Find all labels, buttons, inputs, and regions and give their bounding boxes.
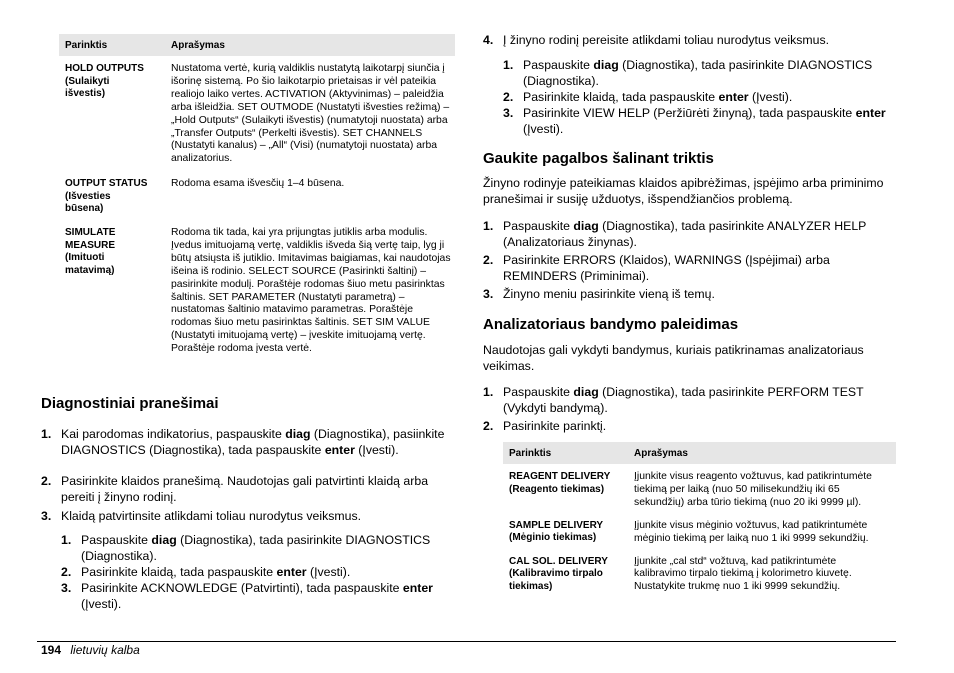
option-name: SIMULATE MEASURE (Imituoti matavimą) bbox=[65, 227, 116, 276]
option-description: Rodoma esama išvesčių 1–4 būsena. bbox=[171, 178, 345, 190]
page-number: 194 bbox=[41, 643, 62, 657]
option-name: SAMPLE DELIVERY (Mėginio tiekimas) bbox=[509, 519, 604, 544]
sub-list-item: 1. Paspauskite diag (Diagnostika), tada pasirinkite DIAGNOSTICS (Diagnostika). bbox=[503, 58, 873, 88]
table-header bbox=[59, 34, 455, 56]
table-header-option: Parinktis bbox=[59, 34, 171, 56]
options-table-left bbox=[59, 34, 455, 356]
table-header bbox=[503, 442, 896, 464]
list-item: 1. Kai parodomas indikatorius, paspauskite diag (Diagnostika), pasiinkite DIAGNOSTICS (Diagnostika), tada paspauskite enter (Įvesti). bbox=[41, 427, 445, 457]
option-description: Įjunkite visus reagento vožtuvus, kad patikrintumėte tiekimą per laiką (nuo 50 milisekundžių iki 65 sekundžių) arba tūrio tiekimą (nuo 20 iki 9999 µl). bbox=[634, 471, 872, 508]
list-item: 1. Paspauskite diag (Diagnostika), tada pasirinkite ANALYZER HELP (Analizatoriaus žinynas). bbox=[483, 219, 867, 249]
options-table-right bbox=[503, 442, 896, 594]
table-row bbox=[59, 166, 455, 216]
section-title-diagnostic-messages: Diagnostiniai pranešimai bbox=[41, 395, 219, 412]
section-title-analyzer-test: Analizatoriaus bandymo paleidimas bbox=[483, 316, 739, 333]
option-name: HOLD OUTPUTS (Sulaikyti išvestis) bbox=[65, 63, 144, 100]
option-name: REAGENT DELIVERY (Reagento tiekimas) bbox=[509, 471, 611, 495]
list-item: 2. Pasirinkite ERRORS (Klaidos), WARNINGS (Įspėjimai) arba REMINDERS (Priminimai). bbox=[483, 253, 830, 283]
table-row bbox=[59, 56, 455, 166]
options-table-right-wrapper bbox=[503, 442, 896, 594]
troubleshoot-intro: Žinyno rodinyje pateikiamas klaidos apibrėžimas, įspėjimo arba priminimo pranešimai ir susiję užduotys, išspendžiančios problemą. bbox=[483, 176, 884, 206]
sub-list-item: 3. Pasirinkite VIEW HELP (Peržiūrėti žinyną), tada paspauskite enter (Įvesti). bbox=[503, 106, 886, 136]
table-row bbox=[503, 464, 896, 510]
option-description: Įjunkite „cal std“ vožtuvą, kad patikrintumėte kalibravimo tirpalo tiekimą į kolorimetro kiuvetę. Nustatykite trukmę nuo 1 iki 9999 sekundžių. bbox=[634, 555, 852, 593]
sub-list-item: 2. Pasirinkite klaidą, tada paspauskite enter (Įvesti). bbox=[61, 565, 351, 579]
table-row bbox=[503, 546, 896, 595]
footer-divider bbox=[37, 641, 896, 642]
table-header-description: Aprašymas bbox=[171, 34, 455, 56]
table-row bbox=[59, 216, 455, 356]
list-item: 3. Klaidą patvirtinsite atlikdami toliau nurodytus veiksmus. bbox=[41, 509, 362, 523]
list-item: 1. Paspauskite diag (Diagnostika), tada pasirinkite PERFORM TEST (Vykdyti bandymą). bbox=[483, 385, 864, 415]
option-description: Rodoma tik tada, kai yra prijungtas jutiklis arba modulis. Įvedus imituojamą vertę, valdiklis išveda šią vertę taip, lyg ji būtų atsiųsta iš jutiklio. Imitavimas baigiamas, kai naudotojas išeina iš rodinio. SELECT SOURCE (Pasirinkti šaltinį) – pasirinkite modulį. Poraštėje rodomas šiuo metu pasirinktas šaltinis. SET PARAMETER (Nustatyti parametrą) – nustatomas šaltinio matavimo parametras. Poraštėje rodomas šiuo metu pasirinktas šaltinis. SET SIM VALUE (Nustatyti imituojamą vertę) – įveskite imituojamą vertę. Poraštėje rodoma įvesta vertė. bbox=[171, 227, 451, 355]
table-header-option: Parinktis bbox=[503, 442, 634, 464]
list-item: 3. Žinyno meniu pasirinkite vieną iš temų. bbox=[483, 287, 715, 301]
page-footer bbox=[41, 643, 140, 657]
table-row bbox=[503, 510, 896, 546]
option-description: Nustatoma vertė, kurią valdiklis nustatytą laikotarpį siunčia į išorinę sistemą. Po šio laikotarpio prietaisas ir vėl pateikia realiojo laiko vertes. ACTIVATION (Aktyvinimas) – paleidžia arba išleidžia. SET OUTMODE (Nustatyti išvesties režimą) – „Hold Outputs“ (Sulaikyti išvestis) (numatytoji nuostata) arba „Transfer Outputs“ (Perkelti išvestis). SET CHANNELS (Nustatyti kanalus) – „All“ (Visi) (numatytoji nuostata) arba analizatorius. bbox=[171, 63, 450, 165]
option-name: CAL SOL. DELIVERY (Kalibravimo tirpalo tiekimas) bbox=[509, 555, 608, 592]
section-title-troubleshooting: Gaukite pagalbos šalinant triktis bbox=[483, 150, 714, 167]
option-name: OUTPUT STATUS (Išvesties būsena) bbox=[65, 178, 148, 215]
sub-list-item: 2. Pasirinkite klaidą, tada paspauskite enter (Įvesti). bbox=[503, 90, 793, 104]
table-header-description: Aprašymas bbox=[634, 442, 896, 464]
sub-list-item: 1. Paspauskite diag (Diagnostika), tada pasirinkite DIAGNOSTICS (Diagnostika). bbox=[61, 533, 431, 563]
footer-language: lietuvių kalba bbox=[70, 643, 140, 657]
list-item: 2. Pasirinkite klaidos pranešimą. Naudotojas gali patvirtinti klaidą arba pereiti į žinyno rodinį. bbox=[41, 474, 429, 504]
list-item: 4. Į žinyno rodinį pereisite atlikdami toliau nurodytus veiksmus. bbox=[483, 33, 830, 47]
test-intro: Naudotojas gali vykdyti bandymus, kuriais patikrinamas analizatoriaus veikimas. bbox=[483, 343, 864, 373]
list-item: 2. Pasirinkite parinktį. bbox=[483, 419, 607, 433]
option-description: Įjunkite visus mėginio vožtuvus, kad patikrintumėte mėginio tiekimą per laiką nuo 1 iki 9999 sekundžių. bbox=[634, 519, 869, 544]
sub-list-item: 3. Pasirinkite ACKNOWLEDGE (Patvirtinti), tada paspauskite enter (Įvesti). bbox=[61, 581, 433, 611]
